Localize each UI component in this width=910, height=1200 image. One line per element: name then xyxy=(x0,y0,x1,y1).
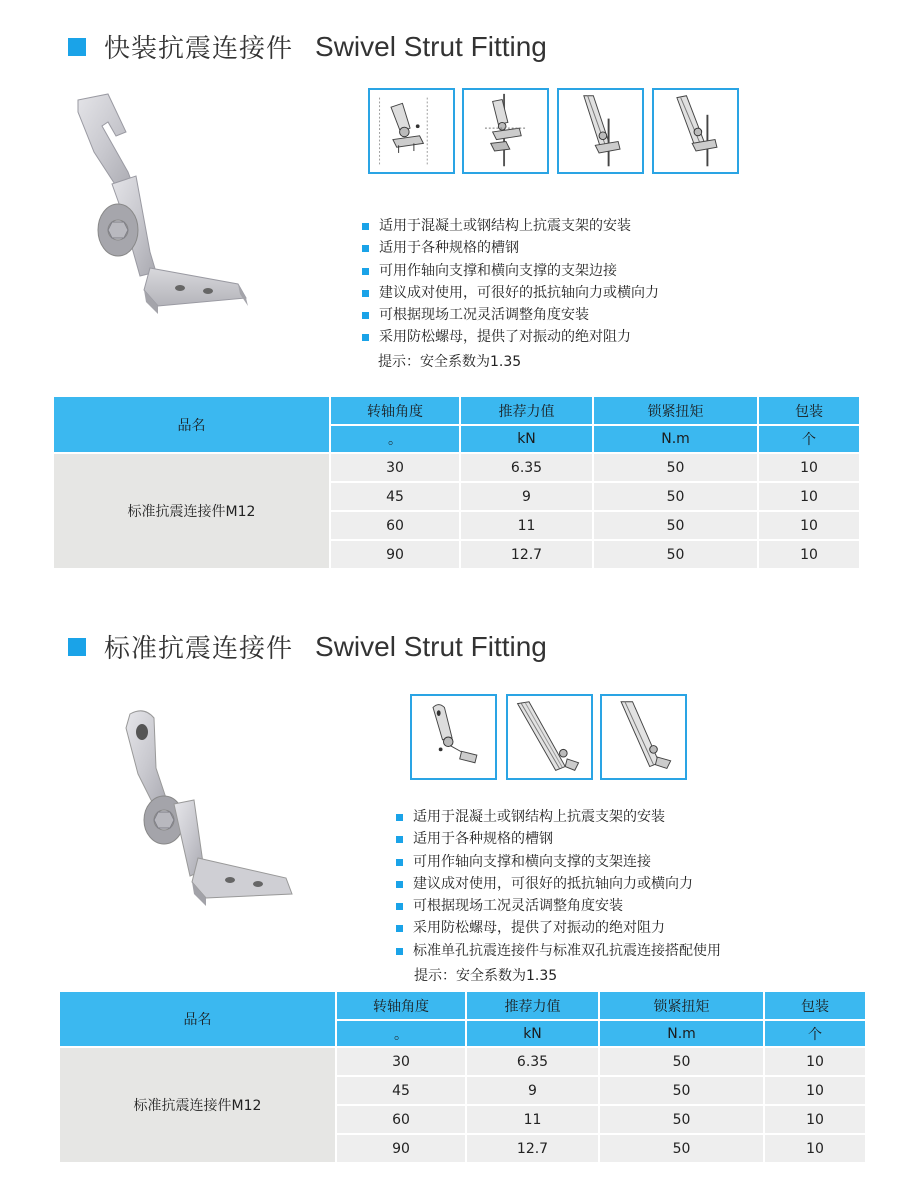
unit-nm: N.m xyxy=(599,1020,764,1047)
package-cell: 10 xyxy=(758,511,860,540)
title-english: Swivel Strut Fitting xyxy=(315,30,547,62)
title-english: Swivel Strut Fitting xyxy=(315,630,547,662)
product-name-cell: 标准抗震连接件M12 xyxy=(53,453,330,569)
angle-cell: 30 xyxy=(336,1047,466,1076)
feature-list xyxy=(362,215,659,349)
header-product-name: 品名 xyxy=(53,396,330,453)
feature-item: 可用作轴向支撑和横向支撑的支架连接 xyxy=(396,851,721,873)
title-square-icon xyxy=(68,638,86,656)
force-cell: 6.35 xyxy=(460,453,593,482)
feature-item: 可根据现场工况灵活调整角度安装 xyxy=(396,895,721,917)
unit-kn: kN xyxy=(466,1020,599,1047)
table-header-row xyxy=(53,396,860,425)
product-name-cell: 标准抗震连接件M12 xyxy=(59,1047,336,1163)
header-locking-torque: 锁紧扭矩 xyxy=(599,991,764,1020)
angle-cell: 60 xyxy=(336,1105,466,1134)
installation-diagram-2 xyxy=(506,694,593,780)
installation-diagram-3 xyxy=(557,88,644,174)
table-row xyxy=(53,453,860,482)
unit-piece: 个 xyxy=(764,1020,866,1047)
title-square-icon xyxy=(68,38,86,56)
force-cell: 9 xyxy=(466,1076,599,1105)
unit-piece: 个 xyxy=(758,425,860,453)
torque-cell: 50 xyxy=(599,1134,764,1163)
package-cell: 10 xyxy=(764,1134,866,1163)
header-package: 包装 xyxy=(764,991,866,1020)
feature-item: 适用于混凝土或钢结构上抗震支架的安装 xyxy=(396,806,721,828)
feature-item: 适用于混凝土或钢结构上抗震支架的安装 xyxy=(362,215,659,237)
installation-diagram-1 xyxy=(410,694,497,780)
section-title xyxy=(68,628,547,665)
header-locking-torque: 锁紧扭矩 xyxy=(593,396,758,425)
installation-diagram-3-icon xyxy=(559,90,642,172)
package-cell: 10 xyxy=(758,482,860,511)
angle-cell: 45 xyxy=(330,482,460,511)
installation-diagram-1-icon xyxy=(412,696,495,778)
section-title xyxy=(68,28,547,65)
torque-cell: 50 xyxy=(599,1076,764,1105)
section-standard-fitting xyxy=(0,600,910,1200)
angle-cell: 90 xyxy=(330,540,460,569)
installation-diagram-1 xyxy=(368,88,455,174)
header-recommended-force: 推荐力值 xyxy=(460,396,593,425)
header-product-name: 品名 xyxy=(59,991,336,1047)
product-photo-standard xyxy=(110,708,295,908)
installation-diagram-4 xyxy=(652,88,739,174)
feature-item: 建议成对使用，可很好的抵抗轴向力或横向力 xyxy=(362,282,659,304)
unit-degree: 。 xyxy=(330,425,460,453)
installation-diagram-3-icon xyxy=(602,696,685,778)
unit-kn: kN xyxy=(460,425,593,453)
torque-cell: 50 xyxy=(593,540,758,569)
force-cell: 11 xyxy=(460,511,593,540)
torque-cell: 50 xyxy=(593,511,758,540)
feature-item: 采用防松螺母，提供了对振动的绝对阻力 xyxy=(362,326,659,348)
angle-cell: 60 xyxy=(330,511,460,540)
section-quick-install-fitting xyxy=(0,0,910,590)
table-header-row xyxy=(59,991,866,1020)
safety-factor-hint: 提示：安全系数为1.35 xyxy=(378,354,522,370)
product-photo-quick-install xyxy=(68,92,253,317)
torque-cell: 50 xyxy=(593,482,758,511)
spec-table xyxy=(58,990,867,1164)
installation-diagram-3 xyxy=(600,694,687,780)
feature-item: 可根据现场工况灵活调整角度安装 xyxy=(362,304,659,326)
torque-cell: 50 xyxy=(599,1105,764,1134)
spec-table xyxy=(52,395,861,570)
installation-diagram-4-icon xyxy=(654,90,737,172)
table-row xyxy=(59,1047,866,1076)
force-cell: 9 xyxy=(460,482,593,511)
header-rotation-angle: 转轴角度 xyxy=(330,396,460,425)
torque-cell: 50 xyxy=(599,1047,764,1076)
feature-item: 标准单孔抗震连接件与标准双孔抗震连接搭配使用 xyxy=(396,940,721,962)
installation-diagram-1-icon xyxy=(370,90,453,172)
installation-diagram-2-icon xyxy=(508,696,591,778)
package-cell: 10 xyxy=(764,1105,866,1134)
header-recommended-force: 推荐力值 xyxy=(466,991,599,1020)
angle-cell: 30 xyxy=(330,453,460,482)
feature-item: 采用防松螺母，提供了对振动的绝对阻力 xyxy=(396,917,721,939)
package-cell: 10 xyxy=(758,453,860,482)
installation-diagram-2-icon xyxy=(464,90,547,172)
title-chinese: 快装抗震连接件 xyxy=(104,34,294,64)
package-cell: 10 xyxy=(764,1047,866,1076)
feature-item: 适用于各种规格的槽钢 xyxy=(362,237,659,259)
angle-cell: 90 xyxy=(336,1134,466,1163)
header-package: 包装 xyxy=(758,396,860,425)
package-cell: 10 xyxy=(764,1076,866,1105)
package-cell: 10 xyxy=(758,540,860,569)
force-cell: 12.7 xyxy=(460,540,593,569)
feature-list xyxy=(396,806,721,962)
title-chinese: 标准抗震连接件 xyxy=(104,634,294,664)
feature-item: 可用作轴向支撑和横向支撑的支架边接 xyxy=(362,260,659,282)
angle-cell: 45 xyxy=(336,1076,466,1105)
force-cell: 11 xyxy=(466,1105,599,1134)
feature-item: 适用于各种规格的槽钢 xyxy=(396,828,721,850)
unit-nm: N.m xyxy=(593,425,758,453)
feature-item: 建议成对使用，可很好的抵抗轴向力或横向力 xyxy=(396,873,721,895)
unit-degree: 。 xyxy=(336,1020,466,1047)
installation-diagram-2 xyxy=(462,88,549,174)
force-cell: 12.7 xyxy=(466,1134,599,1163)
safety-factor-hint: 提示：安全系数为1.35 xyxy=(414,968,558,984)
torque-cell: 50 xyxy=(593,453,758,482)
force-cell: 6.35 xyxy=(466,1047,599,1076)
header-rotation-angle: 转轴角度 xyxy=(336,991,466,1020)
